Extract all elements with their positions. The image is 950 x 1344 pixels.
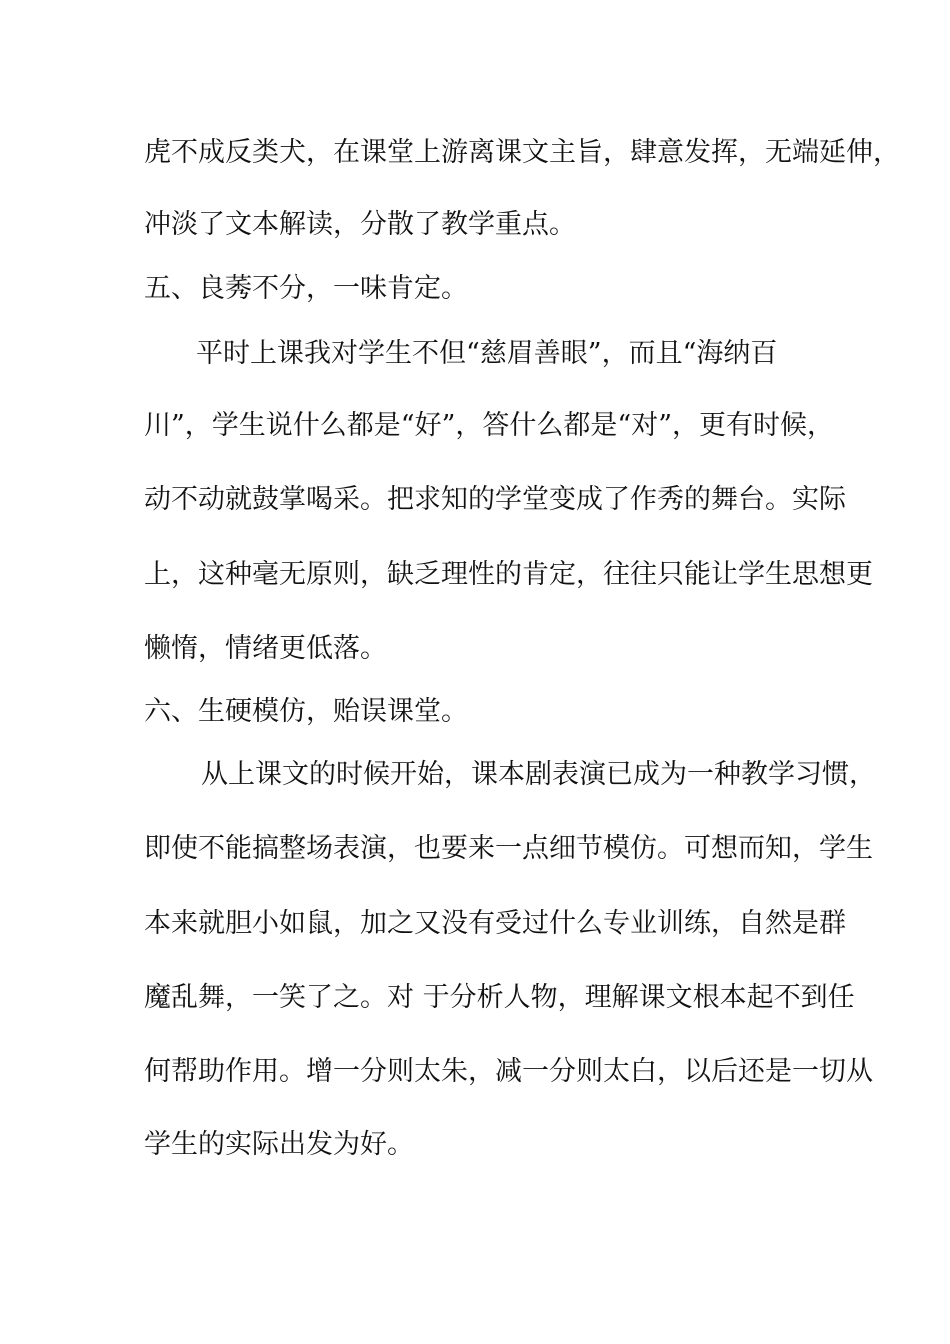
paragraph-line: 懒惰，情绪更低落。 bbox=[144, 633, 387, 664]
paragraph-line: 川”，学生说什么都是“好”，答什么都是“对”，更有时候， bbox=[144, 410, 835, 441]
paragraph-line: 何帮助作用。增一分则太朱，减一分则太白，以后还是一切从 bbox=[144, 1056, 873, 1087]
paragraph-line: 学生的实际出发为好。 bbox=[144, 1129, 414, 1160]
paragraph-line: 即使不能搞整场表演，也要来一点细节模仿。可想而知，学生 bbox=[144, 833, 873, 864]
paragraph-line: 平时上课我对学生不但“慈眉善眼”，而且“海纳百 bbox=[196, 338, 778, 369]
paragraph-line: 冲淡了文本解读，分散了教学重点。 bbox=[144, 209, 576, 240]
paragraph-line: 虎不成反类犬，在课堂上游离课文主旨，肆意发挥，无端延伸， bbox=[144, 137, 900, 168]
section-heading: 六、生硬模仿，贻误课堂。 bbox=[144, 696, 468, 727]
paragraph-line: 上，这种毫无原则，缺乏理性的肯定，往往只能让学生思想更 bbox=[144, 559, 873, 590]
paragraph-line: 本来就胆小如鼠，加之又没有受过什么专业训练，自然是群 bbox=[144, 908, 846, 939]
paragraph-line: 从上课文的时候开始，课本剧表演已成为一种教学习惯， bbox=[201, 759, 876, 790]
section-heading: 五、良莠不分，一味肯定。 bbox=[144, 273, 468, 304]
paragraph-line: 动不动就鼓掌喝采。把求知的学堂变成了作秀的舞台。实际 bbox=[144, 484, 846, 515]
paragraph-line: 魔乱舞，一笑了之。对 于分析人物，理解课文根本起不到任 bbox=[144, 982, 855, 1013]
